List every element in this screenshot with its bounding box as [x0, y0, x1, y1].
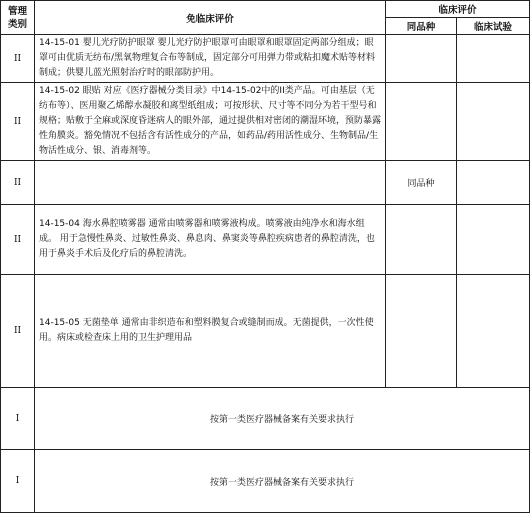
- clinical-trial-cell: [457, 205, 530, 275]
- header-same-variety: 同品种: [386, 18, 457, 35]
- clinical-trial-cell: [457, 161, 530, 205]
- description-cell: [35, 161, 386, 205]
- category-cell: II: [1, 205, 35, 275]
- same-variety-cell: [386, 275, 457, 388]
- header-clinical-trial: 临床试验: [457, 18, 530, 35]
- clinical-trial-cell: [457, 35, 530, 83]
- merged-note-cell: 按第一类医疗器械备案有关要求执行: [35, 388, 530, 450]
- category-cell: I: [1, 388, 35, 450]
- table-row: [1, 450, 530, 513]
- table-row: [1, 388, 530, 450]
- header-category-line2: 类别: [7, 18, 27, 30]
- description-cell: 14-15-02 眼贴 对应《医疗器械分类目录》中14-15-02中的II类产品。可由基层（无纺布等）、医用聚乙烯醇水凝胶和离型纸组成；可按形状、尺寸等不同分为若干型号和规格；贴敷于全麻或深度昏迷病人的眼外部，通过提供相对密闭的潮湿环境，预防暴露性角膜炎。豁免情况不包括含有活性成分的产品，如药品/药用活性成分、生物制品/生物活性成分、银、消毒剂等。: [35, 83, 386, 161]
- header-category: [1, 1, 35, 35]
- same-variety-cell: [386, 205, 457, 275]
- description-cell: 14-15-04 海水鼻腔喷雾器 通常由喷雾器和喷雾液构成。喷雾液由纯净水和海水组成。 用于急慢性鼻炎、过敏性鼻炎、鼻息肉、鼻窦炎等鼻腔疾病患者的鼻腔清洗，也用于鼻炎手术后及化疗后的鼻腔清洗。: [35, 205, 386, 275]
- description-cell: 14-15-01 婴儿光疗防护眼罩 婴儿光疗防护眼罩可由眼罩和眼罩固定两部分组成；眼罩可由优质无纺布/黑氧物理复合布等制成，固定部分可用弹力带或粘扣魔术贴等材料制成；供婴儿蓝光照射治疗时的眼部防护用。: [35, 35, 386, 83]
- same-variety-cell: [386, 83, 457, 161]
- header-exempt-eval: 免临床评价: [35, 1, 386, 35]
- merged-note-cell: 按第一类医疗器械备案有关要求执行: [35, 450, 530, 513]
- table-row: [1, 275, 530, 388]
- category-cell: II: [1, 275, 35, 388]
- category-cell: I: [1, 450, 35, 513]
- category-cell: II: [1, 35, 35, 83]
- description-cell: 14-15-05 无菌垫单 通常由非织造布和塑料膜复合或缝制而成。无菌提供，一次性使用。病床或检查床上用的卫生护理用品: [35, 275, 386, 388]
- category-cell: II: [1, 161, 35, 205]
- clinical-trial-cell: [457, 83, 530, 161]
- table-row: [1, 83, 530, 161]
- category-cell: II: [1, 83, 35, 161]
- same-variety-cell: 同品种: [386, 161, 457, 205]
- table-row: [1, 205, 530, 275]
- table-row: [1, 35, 530, 83]
- same-variety-cell: [386, 35, 457, 83]
- clinical-trial-cell: [457, 275, 530, 388]
- header-category-line1: 管理: [7, 5, 27, 17]
- table-row: [1, 161, 530, 205]
- header-clinical-eval: 临床评价: [386, 1, 530, 18]
